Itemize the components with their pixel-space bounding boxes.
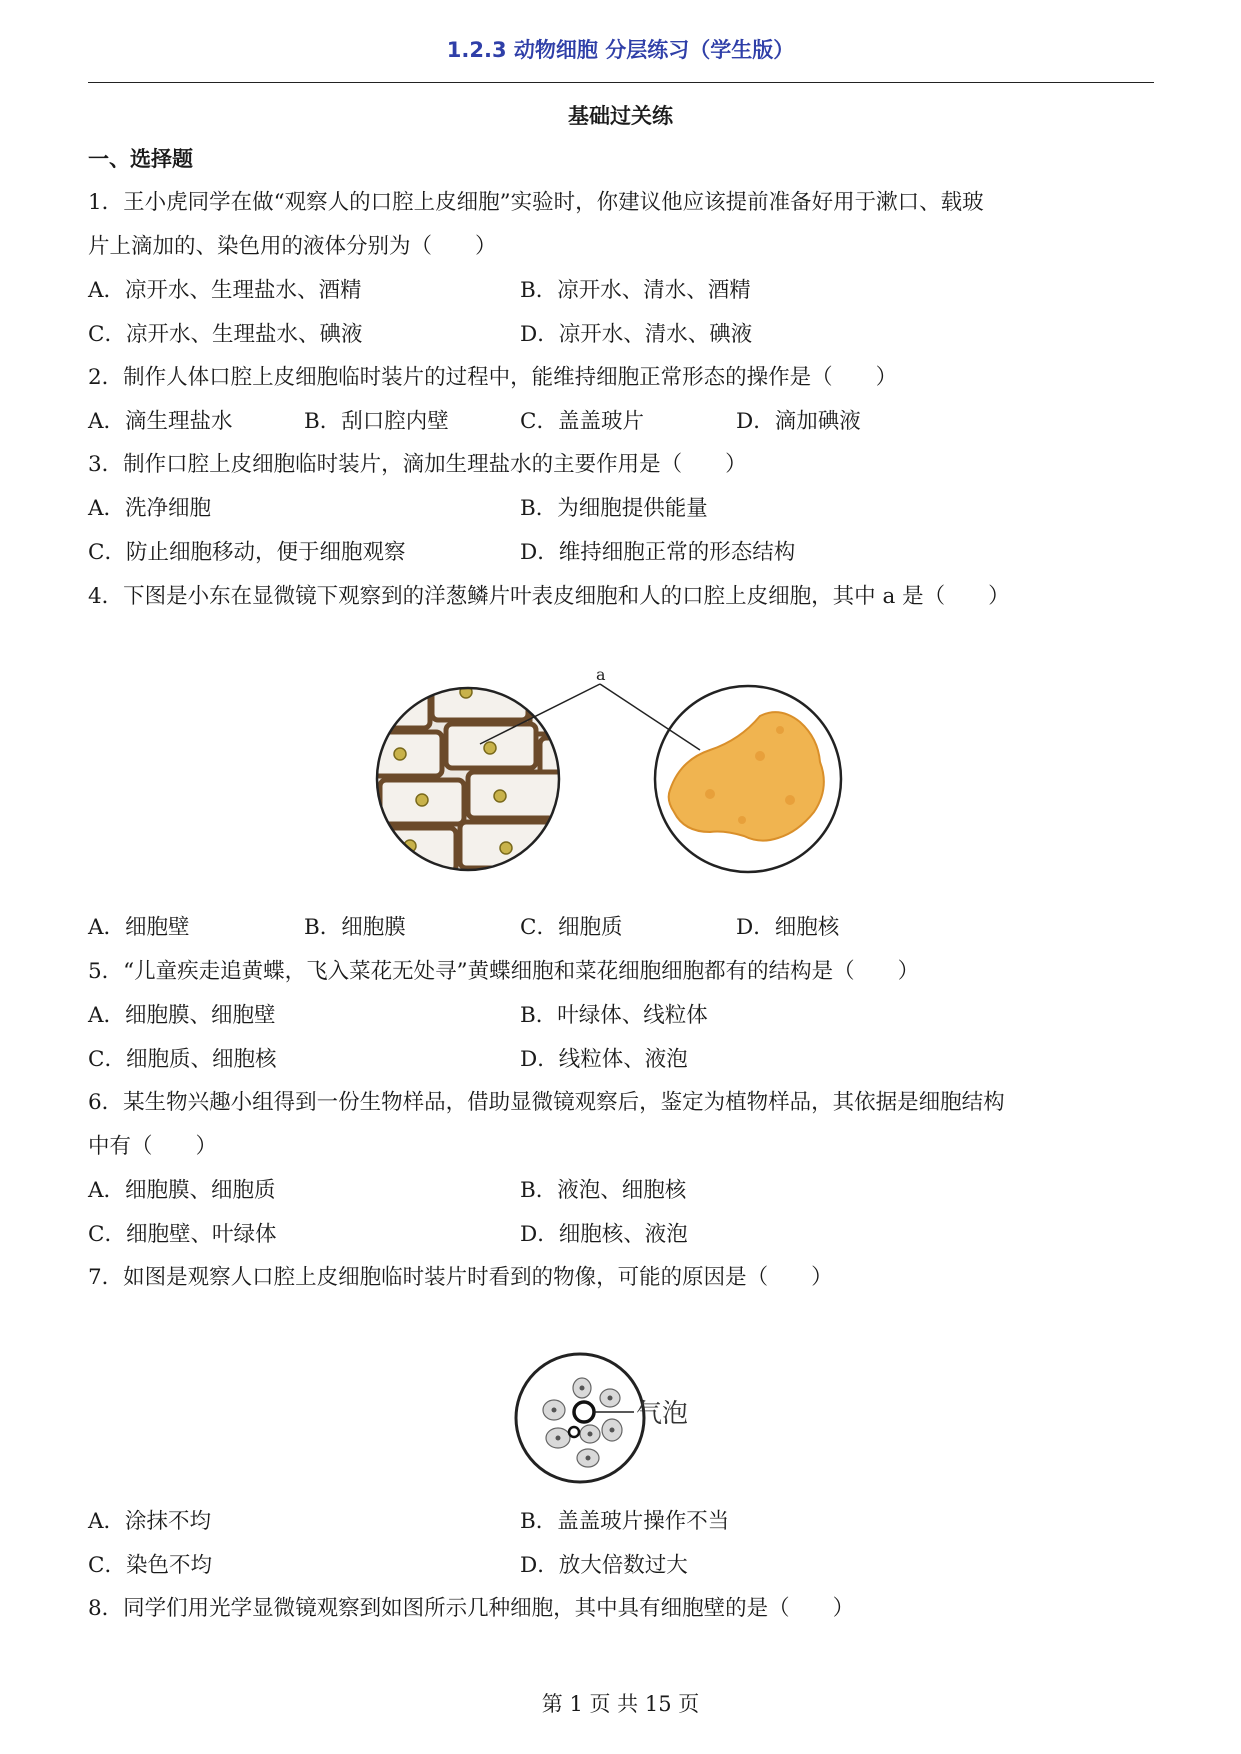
label-a: a (596, 670, 606, 684)
q4-option-a: A．细胞壁 (88, 915, 190, 940)
q1-option-c: C．凉开水、生理盐水、碘液 (88, 322, 363, 347)
section-title: 基础过关练 (568, 104, 673, 128)
page-footer: 第 1 页 共 15 页 (541, 1692, 700, 1716)
part-heading: 一、选择题 (88, 147, 193, 171)
q5-stem: 5．“儿童疾走追黄蝶，飞入菜花无处寻”黄蝶细胞和菜花细胞细胞都有的结构是（ ） (88, 959, 920, 984)
q5-option-a: A．细胞膜、细胞壁 (88, 1003, 276, 1028)
air-bubble-small (569, 1427, 579, 1437)
q5-option-c: C．细胞质、细胞核 (88, 1047, 277, 1072)
q2-option-a: A．滴生理盐水 (88, 409, 233, 434)
air-bubble-large (574, 1402, 594, 1422)
q3-option-a: A．洗净细胞 (88, 496, 212, 521)
q1-option-a: A．凉开水、生理盐水、酒精 (88, 278, 362, 303)
q6-option-d: D．细胞核、液泡 (520, 1222, 688, 1247)
q1-option-d: D．凉开水、清水、碘液 (520, 322, 753, 347)
bubble-label: 气泡 (636, 1399, 689, 1429)
q7-option-a: A．涂抹不均 (88, 1509, 212, 1534)
q3-option-b: B．为细胞提供能量 (520, 496, 708, 521)
header-divider (88, 82, 1154, 83)
q2-option-b: B．刮口腔内壁 (304, 409, 449, 434)
q7-stem: 7．如图是观察人口腔上皮细胞临时装片时看到的物像，可能的原因是（ ） (88, 1265, 833, 1290)
q2-stem: 2．制作人体口腔上皮细胞临时装片的过程中，能维持细胞正常形态的操作是（ ） (88, 365, 898, 390)
q5-option-b: B．叶绿体、线粒体 (520, 1003, 708, 1028)
q4-stem: 4．下图是小东在显微镜下观察到的洋葱鳞片叶表皮细胞和人的口腔上皮细胞，其中 a 是（ ） (88, 584, 1010, 609)
q2-option-d: D．滴加碘液 (736, 409, 861, 434)
q4-option-b: B．细胞膜 (304, 915, 406, 940)
q7-option-b: B．盖盖玻片操作不当 (520, 1509, 730, 1534)
onion-cell-view (370, 670, 590, 888)
q1-stem-line-2: 片上滴加的、染色用的液体分别为（ ） (88, 234, 497, 259)
q7-bubble-figure (512, 1350, 722, 1486)
q7-option-d: D．放大倍数过大 (520, 1553, 688, 1578)
q3-stem: 3．制作口腔上皮细胞临时装片，滴加生理盐水的主要作用是（ ） (88, 452, 747, 477)
q6-stem-line-1: 6．某生物兴趣小组得到一份生物样品，借助显微镜观察后，鉴定为植物样品，其依据是细胞结构 (88, 1090, 1005, 1115)
q5-option-d: D．线粒体、液泡 (520, 1047, 688, 1072)
q6-stem-line-2: 中有（ ） (88, 1134, 218, 1159)
q4-microscope-figure (370, 670, 860, 888)
q4-option-c: C．细胞质 (520, 915, 623, 940)
cheek-cell-view (650, 670, 860, 888)
q6-option-b: B．液泡、细胞核 (520, 1178, 687, 1203)
q6-option-a: A．细胞膜、细胞质 (88, 1178, 276, 1203)
q1-option-b: B．凉开水、清水、酒精 (520, 278, 751, 303)
page-title: 1.2.3 动物细胞 分层练习（学生版） (446, 38, 795, 62)
q7-option-c: C．染色不均 (88, 1553, 212, 1578)
q6-option-c: C．细胞壁、叶绿体 (88, 1222, 277, 1247)
q8-stem: 8．同学们用光学显微镜观察到如图所示几种细胞，其中具有细胞壁的是（ ） (88, 1596, 855, 1621)
q3-option-c: C．防止细胞移动，便于细胞观察 (88, 540, 406, 565)
q1-stem-line-1: 1．王小虎同学在做“观察人的口腔上皮细胞”实验时，你建议他应该提前准备好用于漱口、载玻 (88, 190, 984, 215)
q3-option-d: D．维持细胞正常的形态结构 (520, 540, 796, 565)
q2-option-c: C．盖盖玻片 (520, 409, 644, 434)
q4-option-d: D．细胞核 (736, 915, 840, 940)
